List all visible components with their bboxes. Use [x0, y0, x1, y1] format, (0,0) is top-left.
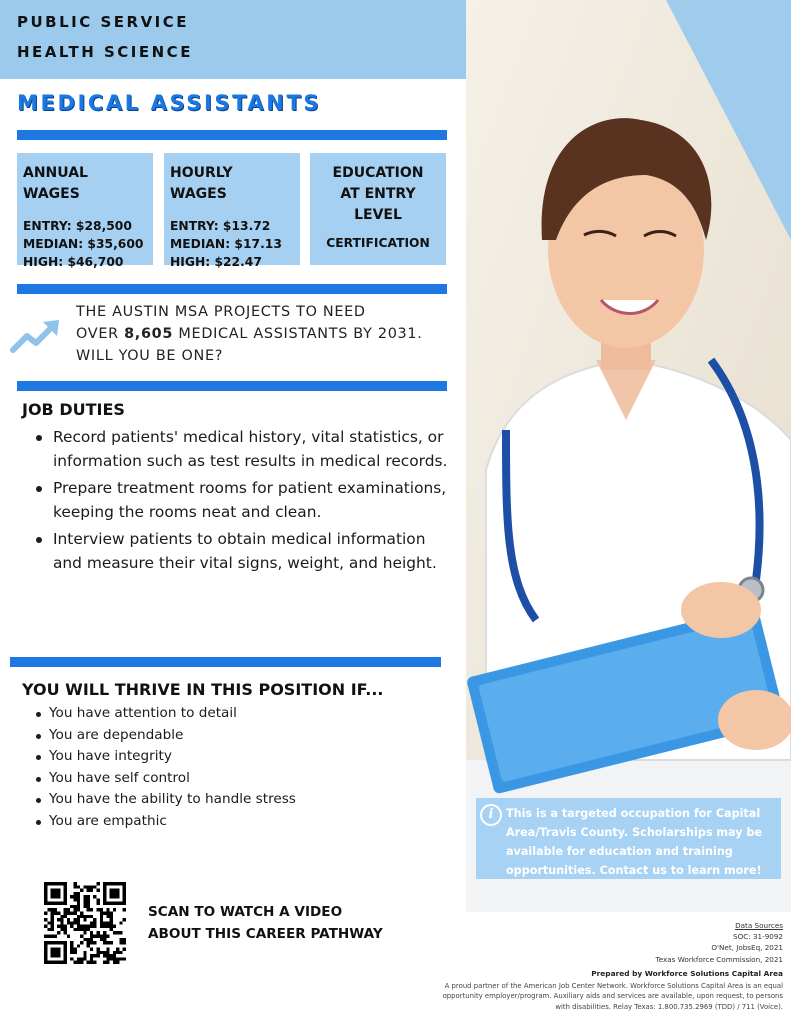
divider [17, 381, 447, 391]
data-sources [656, 920, 783, 965]
annual-entry-wage: ENTRY: $28,500 [23, 219, 132, 233]
list-item: You have attention to detail [36, 703, 446, 725]
divider [17, 284, 447, 294]
projection-suffix: MEDICAL ASSISTANTS BY 2031. [178, 326, 423, 342]
annual-high-wage: HIGH: $46,700 [23, 255, 124, 269]
projection-line [76, 323, 423, 345]
qr-caption-line: SCAN TO WATCH A VIDEO [148, 904, 343, 920]
source-line: O'Net, JobsEq, 2021 [711, 943, 783, 953]
data-sources-heading: Data Sources [735, 921, 783, 930]
annual-wages-box [17, 153, 153, 269]
qr-caption [148, 901, 383, 945]
annual-median-wage: MEDIAN: $35,600 [23, 237, 144, 251]
career-cluster-label: PUBLIC SERVICE [17, 13, 190, 31]
hourly-wages-box [164, 153, 300, 269]
header-band [0, 0, 466, 79]
thrive-heading: YOU WILL THRIVE IN THIS POSITION IF... [22, 680, 384, 699]
divider [17, 130, 447, 140]
education-heading: EDUCATION [332, 165, 424, 181]
prepared-by: Prepared by Workforce Solutions Capital Area [591, 969, 783, 978]
list-item: You are dependable [36, 725, 446, 747]
projection-line: WILL YOU BE ONE? [76, 348, 224, 364]
info-icon: i [480, 804, 502, 826]
job-duties-heading: JOB DUTIES [22, 400, 125, 419]
nurse-illustration [466, 0, 791, 912]
nurse-photo [466, 0, 791, 912]
page-title: MEDICAL ASSISTANTS [17, 91, 322, 115]
qr-caption-line: ABOUT THIS CAREER PATHWAY [148, 926, 383, 942]
education-heading: AT ENTRY LEVEL [340, 186, 416, 223]
list-item: Interview patients to obtain medical information and measure their vital signs, weight, and height. [36, 527, 454, 576]
info-box [476, 798, 781, 879]
education-box [310, 153, 446, 265]
qr-code[interactable] [44, 882, 126, 964]
info-text: This is a targeted occupation for Capital Area/Travis County. Scholarships may be available for education and training opportunities. Contact us to learn more! [506, 807, 763, 877]
source-line: Texas Workforce Commission, 2021 [655, 954, 783, 964]
education-level: CERTIFICATION [326, 236, 430, 250]
projection-count: 8,605 [124, 326, 174, 342]
list-item: You have integrity [36, 746, 446, 768]
divider [10, 657, 441, 667]
career-cluster-label: HEALTH SCIENCE [17, 43, 193, 61]
annual-wages-heading: ANNUAL WAGES [23, 165, 88, 202]
list-item: Record patients' medical history, vital statistics, or information such as test results in medical records. [36, 425, 454, 474]
trending-up-icon [10, 316, 62, 356]
disclaimer: A proud partner of the American Job Center Network. Workforce Solutions Capital Area is an equal opportunity employer/program. Auxiliary aids and services are available, upon request, to persons with disabilities. Relay Texas: 1.800.735.2969 (TDD) / 711 (Voice). [442, 982, 783, 1011]
projection-line: THE AUSTIN MSA PROJECTS TO NEED [76, 304, 366, 320]
source-line: SOC: 31-9092 [733, 932, 783, 942]
hourly-median-wage: MEDIAN: $17.13 [170, 237, 282, 251]
list-item: You have the ability to handle stress [36, 789, 446, 811]
thrive-list [36, 703, 446, 833]
hourly-entry-wage: ENTRY: $13.72 [170, 219, 271, 233]
hourly-wages-heading: HOURLY WAGES [170, 165, 233, 202]
job-duties-list [36, 425, 454, 577]
projection-prefix: OVER [76, 326, 119, 342]
list-item: Prepare treatment rooms for patient examinations, keeping the rooms neat and clean. [36, 476, 454, 525]
projection-text [76, 301, 423, 367]
list-item: You are empathic [36, 811, 446, 833]
list-item: You have self control [36, 768, 446, 790]
hourly-high-wage: HIGH: $22.47 [170, 255, 262, 269]
